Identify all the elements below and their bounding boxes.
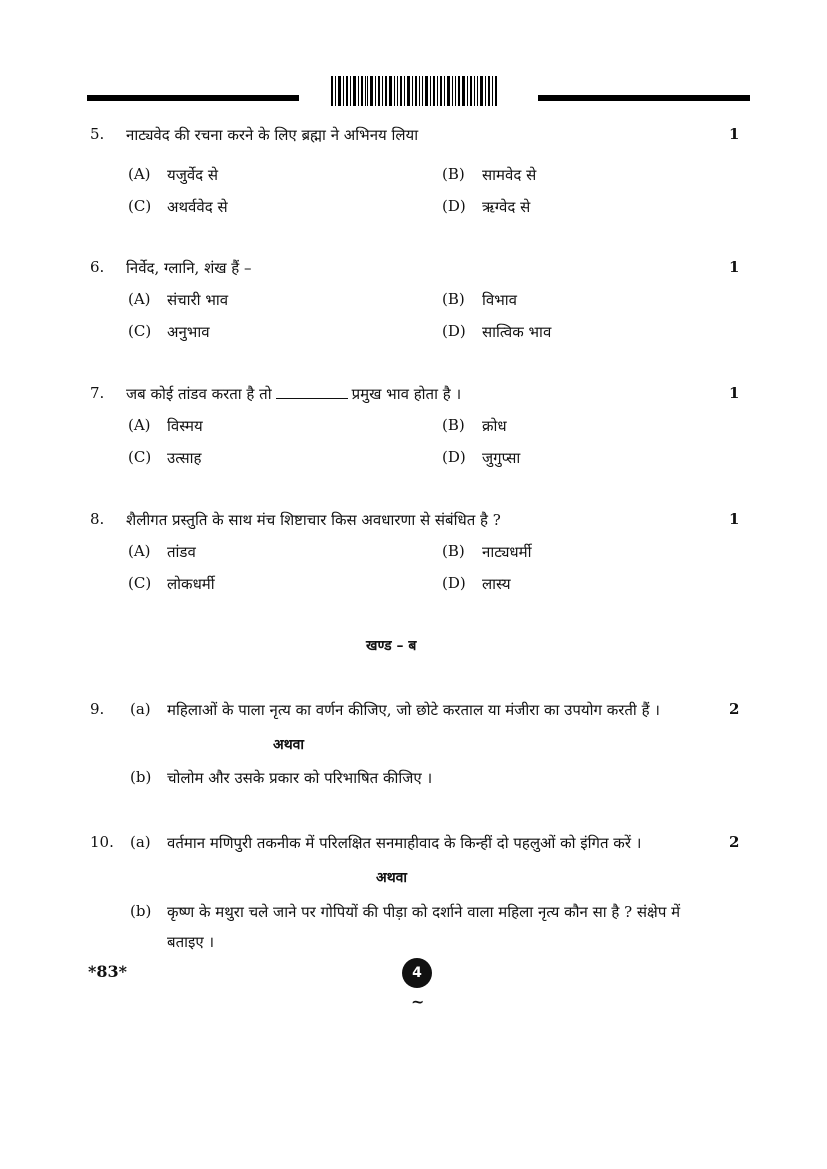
header-rule-left <box>87 95 299 101</box>
sub-question-text: चोलोम और उसके प्रकार को परिभाषित कीजिए । <box>167 769 433 787</box>
sub-question-letter: (a) <box>130 700 151 718</box>
question-number: 10. <box>90 833 114 851</box>
option-text: अनुभाव <box>167 323 210 341</box>
option-text: संचारी भाव <box>167 291 229 309</box>
option-letter: (A) <box>128 290 151 308</box>
question-marks: 1 <box>729 125 740 143</box>
sub-question-text-line-1: कृष्ण के मथुरा चले जाने पर गोपियों की पीड़ा को दर्शाने वाला महिला नृत्य कौन सा है ? संक्षेप में <box>167 903 681 921</box>
question-marks: 1 <box>729 258 740 276</box>
question-marks: 2 <box>729 700 740 718</box>
option-text: नाट्यधर्मी <box>482 543 532 561</box>
question-text-after-blank: प्रमुख भाव होता है । <box>351 385 462 403</box>
header-rule-right <box>538 95 750 101</box>
option-letter: (B) <box>442 542 465 560</box>
sub-question-letter: (b) <box>130 902 152 920</box>
option-text: तांडव <box>167 543 196 561</box>
question-number: 6. <box>90 258 105 276</box>
option-letter: (A) <box>128 416 151 434</box>
question-marks: 2 <box>729 833 740 851</box>
question-number: 7. <box>90 384 105 402</box>
question-number: 5. <box>90 125 105 143</box>
question-text: नाट्यवेद की रचना करने के लिए ब्रह्मा ने अभिनय लिया <box>126 126 419 144</box>
option-text: उत्साह <box>167 449 202 467</box>
option-letter: (A) <box>128 165 151 183</box>
or-separator: अथवा <box>273 737 305 753</box>
option-text: लास्य <box>482 575 511 593</box>
fill-in-blank <box>276 397 348 399</box>
sub-question-text: महिलाओं के पाला नृत्य का वर्णन कीजिए, जो छोटे करताल या मंजीरा का उपयोग करती हैं । <box>167 701 660 719</box>
question-text: निर्वेद, ग्लानि, शंख हैं – <box>126 259 252 277</box>
section-heading: खण्ड – ब <box>366 638 417 654</box>
question-text <box>126 384 461 404</box>
question-number: 9. <box>90 700 105 718</box>
footer-tilde: ~ <box>411 992 425 1011</box>
option-letter: (D) <box>442 448 466 466</box>
option-text: विस्मय <box>167 417 203 435</box>
sub-question-letter: (b) <box>130 768 152 786</box>
option-letter: (B) <box>442 290 465 308</box>
question-text: शैलीगत प्रस्तुति के साथ मंच शिष्टाचार किस अवधारणा से संबंधित है ? <box>126 511 501 529</box>
option-letter: (D) <box>442 574 466 592</box>
option-letter: (C) <box>128 322 152 340</box>
option-letter: (B) <box>442 165 465 183</box>
page-number-badge: 4 <box>402 958 432 988</box>
or-separator: अथवा <box>376 870 408 886</box>
sub-question-text-line-2: बताइए । <box>167 933 215 951</box>
option-letter: (C) <box>128 448 152 466</box>
sub-question-text: वर्तमान मणिपुरी तकनीक में परिलक्षित सनमाहीवाद के किन्हीं दो पहलुओं को इंगित करें । <box>167 834 642 852</box>
option-text: क्रोध <box>482 417 507 435</box>
option-text: यजुर्वेद से <box>167 166 219 184</box>
option-text: अथर्ववेद से <box>167 198 228 216</box>
option-letter: (A) <box>128 542 151 560</box>
option-letter: (D) <box>442 322 466 340</box>
question-marks: 1 <box>729 510 740 528</box>
sub-question-letter: (a) <box>130 833 151 851</box>
option-text: सात्विक भाव <box>482 323 552 341</box>
option-letter: (C) <box>128 574 152 592</box>
question-number: 8. <box>90 510 105 528</box>
option-letter: (B) <box>442 416 465 434</box>
question-marks: 1 <box>729 384 740 402</box>
option-letter: (D) <box>442 197 466 215</box>
paper-code: *83* <box>88 962 127 981</box>
option-text: लोकधर्मी <box>167 575 215 593</box>
question-text-before-blank: जब कोई तांडव करता है तो <box>126 385 272 403</box>
barcode-icon <box>331 76 497 106</box>
option-text: ऋग्वेद से <box>482 198 531 216</box>
option-text: जुगुप्सा <box>482 449 521 467</box>
option-text: सामवेद से <box>482 166 537 184</box>
option-text: विभाव <box>482 291 517 309</box>
option-letter: (C) <box>128 197 152 215</box>
